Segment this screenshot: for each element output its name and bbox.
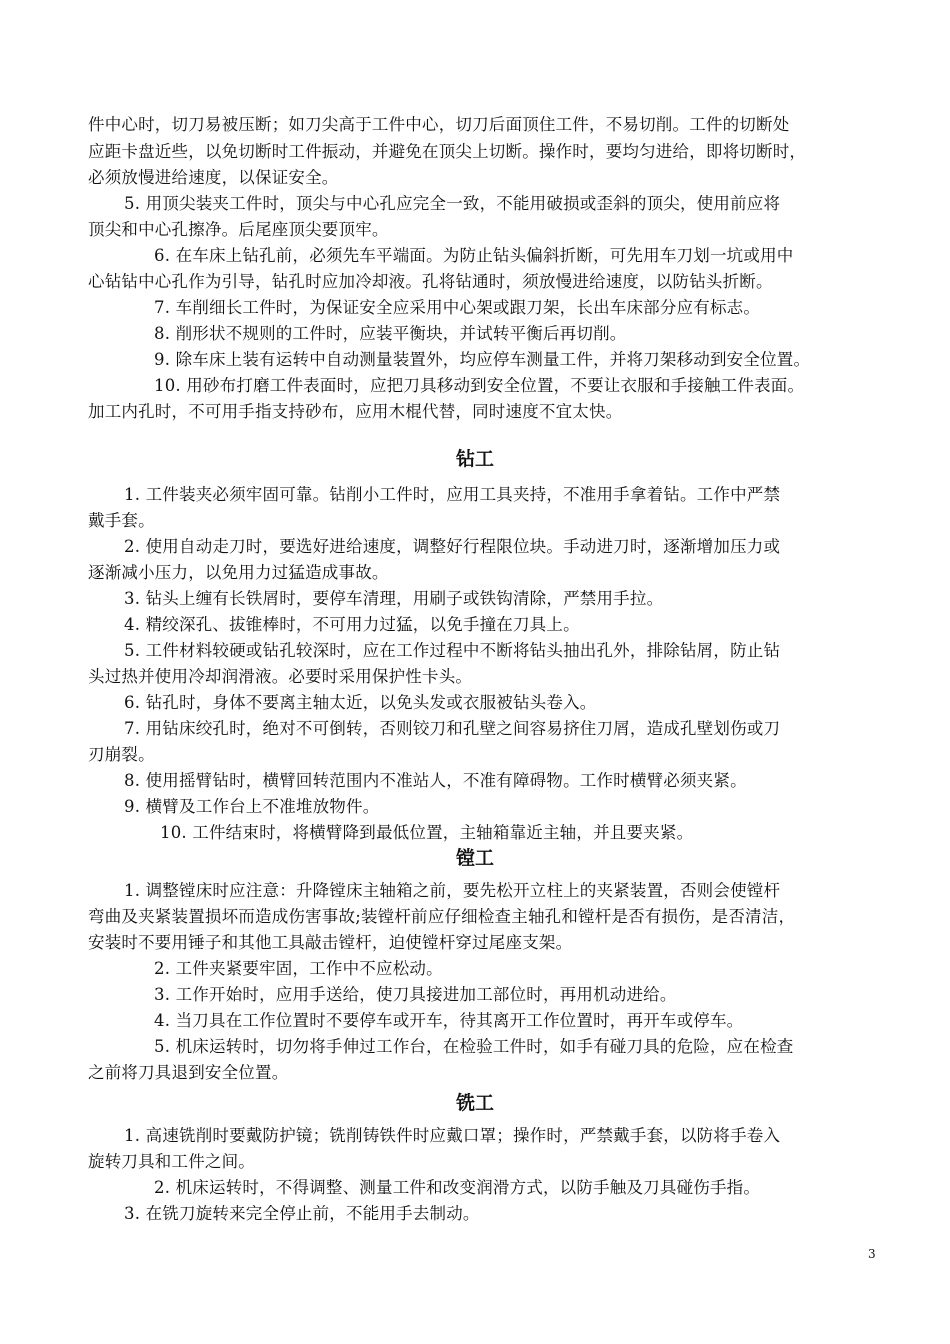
milling-line: 旋转刀具和工件之间。 xyxy=(88,1152,255,1171)
milling-line: 3. 在铣刀旋转来完全停止前，不能用手去制动。 xyxy=(124,1204,480,1223)
drilling-line: 5. 工件材料较硬或钻孔较深时，应在工作过程中不断将钻头抽出孔外，排除钻屑，防止钻 xyxy=(124,641,781,660)
drilling-line: 3. 钻头上缠有长铁屑时，要停车清理，用刷子或铁钩清除，严禁用手拉。 xyxy=(124,589,664,608)
milling-line: 2. 机床运转时，不得调整、测量工件和改变润滑方式，以防手触及刀具碰伤手指。 xyxy=(154,1178,761,1197)
drilling-line: 4. 精绞深孔、拔锥棒时，不可用力过猛，以免手撞在刀具上。 xyxy=(124,615,580,634)
section-heading-drilling: 钻工 xyxy=(455,448,494,470)
drilling-line: 1. 工件装夹必须牢固可靠。钻削小工件时，应用工具夹持，不准用手拿着钻。工作中严禁 xyxy=(124,485,781,504)
boring-line: 2. 工件夹紧要牢固，工作中不应松动。 xyxy=(154,959,443,978)
boring-line: 3. 工作开始时，应用手送给，使刀具接进加工部位时，再用机动进给。 xyxy=(154,985,677,1004)
drilling-line: 9. 横臂及工作台上不准堆放物件。 xyxy=(124,797,380,816)
intro-line: 加工内孔时，不可用手指支持砂布，应用木棍代替，同时速度不宜太快。 xyxy=(88,402,623,421)
drilling-line: 头过热并使用冷却润滑液。必要时采用保护性卡头。 xyxy=(88,667,473,686)
section-heading-boring: 镗工 xyxy=(455,847,494,869)
boring-line: 安装时不要用锤子和其他工具敲击镗杆，迫使镗杆穿过尾座支架。 xyxy=(88,933,573,952)
intro-line: 件中心时，切刀易被压断；如刀尖高于工件中心，切刀后面顶住工件，不易切削。工件的切断处 xyxy=(88,115,790,134)
drilling-line: 刃崩裂。 xyxy=(88,745,155,764)
drilling-line: 戴手套。 xyxy=(88,511,155,530)
drilling-line: 逐渐减小压力，以免用力过猛造成事故。 xyxy=(88,563,389,582)
drilling-line: 6. 钻孔时，身体不要离主轴太近，以免头发或衣服被钻头卷入。 xyxy=(124,693,597,712)
page-number: 3 xyxy=(868,1247,876,1261)
intro-line: 顶尖和中心孔擦净。后尾座顶尖要顶牢。 xyxy=(88,220,389,239)
intro-line: 7. 车削细长工件时，为保证安全应采用中心架或跟刀架，长出车床部分应有标志。 xyxy=(154,298,761,317)
milling-line: 1. 高速铣削时要戴防护镜；铣削铸铁件时应戴口罩；操作时，严禁戴手套，以防将手卷入 xyxy=(124,1126,781,1145)
intro-line: 10. 用砂布打磨工件表面时，应把刀具移动到安全位置，不要让衣服和手接触工件表面。 xyxy=(154,376,805,395)
drilling-line: 2. 使用自动走刀时，要选好进给速度，调整好行程限位块。手动进刀时，逐渐增加压力或 xyxy=(124,537,781,556)
boring-line: 弯曲及夹紧装置损坏而造成伤害事故;装镗杆前应仔细检查主轴孔和镗杆是否有损伤，是否清洁， xyxy=(88,907,796,926)
intro-line: 5. 用顶尖装夹工件时，顶尖与中心孔应完全一致，不能用破损或歪斜的顶尖，使用前应将 xyxy=(124,194,781,213)
intro-line: 9. 除车床上装有运转中自动测量装置外，均应停车测量工件，并将刀架移动到安全位置。 xyxy=(154,350,811,369)
section-heading-milling: 铣工 xyxy=(455,1092,494,1114)
boring-line: 1. 调整镗床时应注意：升降镗床主轴箱之前，要先松开立柱上的夹紧装置，否则会使镗杆 xyxy=(124,881,781,900)
boring-line: 之前将刀具退到安全位置。 xyxy=(88,1063,289,1082)
intro-line: 8. 削形状不规则的工件时，应装平衡块，并试转平衡后再切削。 xyxy=(154,324,627,343)
drilling-line: 7. 用钻床绞孔时，绝对不可倒转，否则铰刀和孔壁之间容易挤住刀屑，造成孔壁划伤或刀 xyxy=(124,719,781,738)
intro-line: 应距卡盘近些，以免切断时工件振动，并避免在顶尖上切断。操作时，要均匀进给，即将切断时， xyxy=(88,142,807,161)
intro-line: 必须放慢进给速度，以保证安全。 xyxy=(88,168,339,187)
boring-line: 4. 当刀具在工作位置时不要停车或开车，待其离开工作位置时，再开车或停车。 xyxy=(154,1011,744,1030)
intro-line: 6. 在车床上钻孔前，必须先车平端面。为防止钻头偏斜折断，可先用车刀划一坑或用中 xyxy=(154,246,794,265)
boring-line: 5. 机床运转时，切勿将手伸过工作台，在检验工件时，如手有碰刀具的危险，应在检查 xyxy=(154,1037,794,1056)
drilling-line: 10. 工件结束时，将横臂降到最低位置，主轴箱靠近主轴，并且要夹紧。 xyxy=(160,823,694,842)
drilling-line: 8. 使用摇臂钻时，横臂回转范围内不准站人，不准有障碍物。工作时横臂必须夹紧。 xyxy=(124,771,747,790)
intro-line: 心钻钻中心孔作为引导，钻孔时应加冷却液。孔将钻通时，须放慢进给速度，以防钻头折断。 xyxy=(88,272,773,291)
